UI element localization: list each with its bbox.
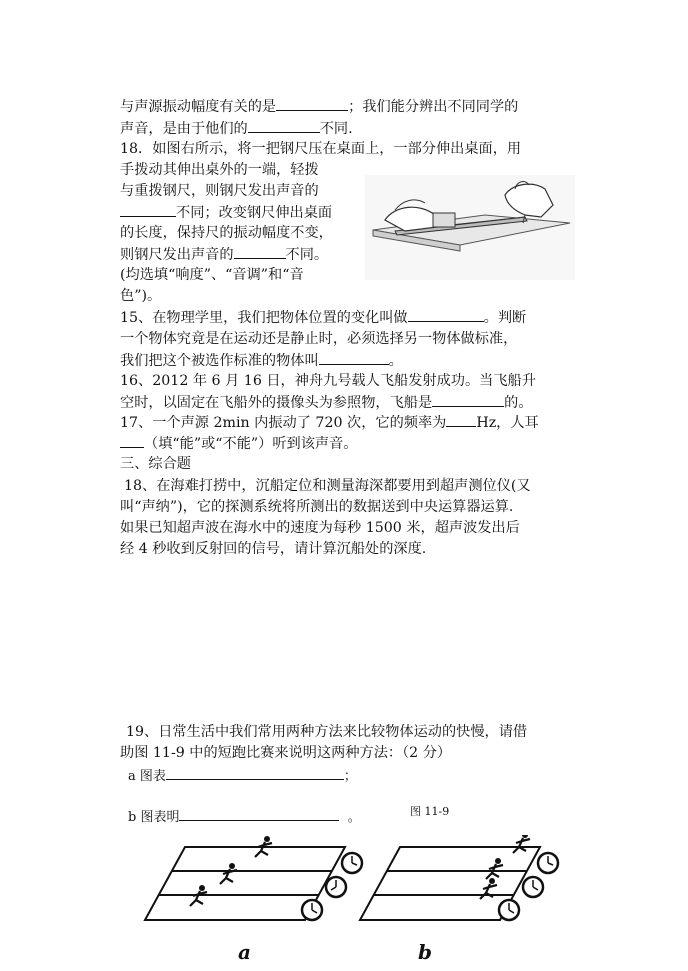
q18a-line8: 色”)。 (120, 288, 162, 304)
q18b-line3: 如果已知超声波在海水中的速度为每秒 1500 米，超声波发出后 (120, 520, 520, 536)
blank[interactable] (446, 412, 476, 427)
q15-line3: 我们把这个被选作标准的物体叫 。 (120, 350, 403, 371)
q-top-line2: 声音，是由于他们的 不同. (120, 118, 353, 139)
q18a-line1: 18．如图右所示，将一把钢尺压在桌面上，一部分伸出桌面，用 (120, 141, 522, 157)
race-figure-b (355, 835, 570, 930)
q18b-line2: 叫“声纳”)，它的探测系统将所测出的数据送到中央运算器运算. (120, 499, 514, 515)
blank[interactable] (120, 202, 176, 217)
steel-ruler-figure (365, 175, 575, 280)
blank[interactable] (234, 244, 286, 259)
q18a-line4: 不同；改变钢尺伸出桌面 (120, 202, 332, 223)
figure-b-caption: b (418, 940, 432, 964)
q18a-line3: 与重拨钢尺，则钢尺发出声音的 (120, 183, 319, 199)
race-figure-a (140, 835, 370, 930)
q18a-line2: 手拨动其伸出桌外的一端，轻拨 (120, 162, 319, 178)
q15-line2: 一个物体究竟是在运动还是静止时，必须选择另一物体做标准， (120, 331, 518, 347)
q19-a-line: a 图表 ； (128, 765, 357, 787)
blank[interactable] (432, 392, 504, 407)
q19-b-line: b 图表明 。 (128, 806, 361, 828)
q16-line2: 空时，以固定在飞船外的摄像头为参照物，飞船是 的。 (120, 392, 533, 413)
q16-line1: 16、2012 年 6 月 16 日，神舟九号载人飞船发射成功。当飞船升 (120, 373, 536, 389)
figure-label: 图 11-9 (410, 805, 450, 818)
q19-line2: 助图 11-9 中的短跑比赛来说明这两种方法：（2 分） (120, 745, 452, 761)
blank[interactable] (408, 307, 484, 322)
blank[interactable] (276, 96, 348, 111)
q17-line1: 17、一个声源 2min 内振动了 720 次，它的频率为 Hz，人耳 (120, 412, 539, 433)
figure-a-caption: a (238, 940, 251, 964)
clock-icon (499, 853, 558, 920)
a-answer-blank[interactable] (166, 765, 344, 780)
clock-icon (302, 853, 362, 920)
q19-line1: 19、日常生活中我们常用两种方法来比较物体运动的快慢，请借 (126, 724, 528, 740)
blank[interactable] (319, 350, 389, 365)
blank[interactable] (120, 433, 144, 448)
q18b-line4: 经 4 秒收到反射回的信号，请计算沉船处的深度. (120, 541, 427, 557)
q17-line2: （填“能”或“不能”）听到该声音。 (120, 433, 357, 454)
q18a-line7: (均选填“响度”、“音调”和“音 (120, 267, 304, 283)
b-answer-blank[interactable] (179, 806, 339, 821)
q18b-line1: 18、在海难打捞中，沉船定位和测量海深都要用到超声测位仪(又 (124, 478, 531, 494)
blank[interactable] (248, 118, 320, 133)
section-title: 三、综合题 (120, 456, 191, 472)
q-top-line1: 与声源振动幅度有关的是 ；我们能分辨出不同同学的 (120, 96, 518, 117)
q18a-line5: 的长度，保持尺的振动幅度不变， (120, 225, 333, 241)
q18a-line6: 则钢尺发出声音的 不同。 (120, 244, 328, 265)
q15-line1: 15、在物理学里，我们把物体位置的变化叫做 。判断 (120, 307, 526, 328)
